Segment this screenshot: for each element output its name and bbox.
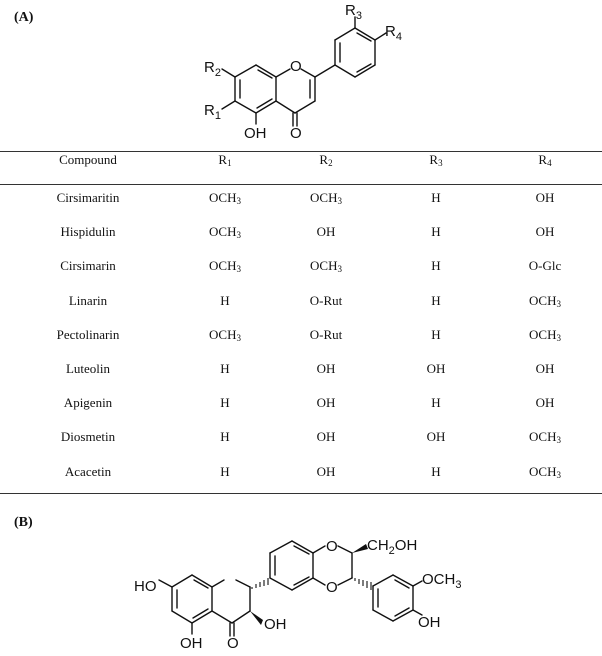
compound-name-cell: Diosmetin — [60, 429, 116, 445]
substituent-r3-cell: H — [431, 258, 441, 274]
substituent-r2-cell: OH — [316, 463, 336, 479]
compound-name-cell: Cirsimaritin — [56, 190, 120, 205]
substituent-r1-cell: H — [220, 292, 230, 308]
r2-label: $R_2$ — [204, 59, 221, 79]
header-r2: $R_2$ — [319, 152, 333, 168]
oh-label-c4: OH — [418, 614, 441, 631]
dioxane-oxygen-top-label: O — [326, 538, 338, 555]
substituent-r4-cell: $OCH_3$ — [529, 292, 561, 309]
ho-label: HO — [134, 578, 157, 595]
substituent-r2-cell: O-Rut — [309, 292, 343, 308]
substituent-r4-cell: $OCH_3$ — [529, 463, 561, 480]
substituent-r4-cell: $OCH_3$ — [529, 326, 561, 343]
ring-oxygen-label: O — [290, 58, 302, 75]
substituent-r1-cell: $OCH_3$ — [209, 190, 241, 206]
substituent-r1-cell: H — [220, 395, 230, 411]
compound-name-cell: Luteolin — [65, 361, 111, 376]
oh-label-c5: OH — [180, 635, 203, 652]
substituent-r2-cell: $OCH_3$ — [310, 258, 342, 275]
compound-name-cell: Hispidulin — [60, 224, 116, 240]
substituent-r1-cell: H — [220, 463, 230, 479]
carbonyl-oxygen-label: O — [290, 125, 302, 142]
substituent-r2-cell: OH — [316, 395, 336, 411]
substituent-r4-cell: OH — [535, 361, 555, 376]
compound-name-cell: Acacetin — [64, 463, 112, 479]
substituent-r3-cell: OH — [426, 361, 446, 376]
methoxy-label: $OCH_3$ — [422, 571, 462, 591]
header-compound: Compound — [59, 152, 117, 167]
substituent-r3-cell: H — [431, 190, 441, 205]
carbonyl-oxygen-label: O — [227, 635, 239, 652]
substituent-r4-cell: OH — [535, 224, 555, 240]
substituent-r3-cell: H — [431, 463, 441, 479]
r1-label: $R_1$ — [204, 102, 221, 122]
substituent-r2-cell: OH — [316, 361, 336, 376]
substituent-r4-cell: O-Glc — [528, 258, 562, 274]
substituent-r1-cell: H — [220, 361, 230, 376]
substituent-r3-cell: H — [431, 292, 441, 308]
substituent-r3-cell: H — [431, 326, 441, 342]
ch2oh-label: $CH_2OH$ — [367, 537, 418, 557]
substituent-r3-cell: OH — [426, 429, 446, 445]
substituent-r1-cell: $OCH_3$ — [209, 224, 241, 241]
header-r1: $R_1$ — [218, 152, 232, 168]
compound-name-cell: Linarin — [68, 292, 108, 308]
substituent-r2-cell: OH — [316, 429, 336, 445]
r3-label: $R_3$ — [345, 2, 362, 22]
panel-label-a: (A) — [14, 10, 34, 25]
substituent-r4-cell: OH — [535, 395, 555, 411]
compound-name-cell: Apigenin — [63, 395, 113, 411]
substituent-r4-cell: $OCH_3$ — [529, 429, 561, 446]
header-r4: $R_4$ — [538, 152, 552, 168]
substituent-r1-cell: $OCH_3$ — [209, 326, 241, 343]
panel-label-b: (B) — [14, 515, 33, 530]
compound-name-cell: Cirsimarin — [60, 258, 116, 274]
r4-label: $R_4$ — [385, 23, 402, 43]
dioxane-oxygen-bottom-label: O — [326, 579, 338, 596]
substituent-r4-cell: OH — [535, 190, 555, 205]
substituent-r2-cell: $OCH_3$ — [310, 190, 342, 206]
substituent-r1-cell: H — [220, 429, 230, 445]
substituent-r2-cell: O-Rut — [309, 326, 343, 342]
substituent-r3-cell: H — [431, 395, 441, 411]
substituent-r1-cell: $OCH_3$ — [209, 258, 241, 275]
header-r3: $R_3$ — [429, 152, 443, 168]
compound-name-cell: Pectolinarin — [56, 326, 120, 342]
substituent-r2-cell: OH — [316, 224, 336, 240]
oh-label-c3: OH — [264, 616, 287, 633]
substituent-r3-cell: H — [431, 224, 441, 240]
oh-label: OH — [244, 125, 267, 142]
